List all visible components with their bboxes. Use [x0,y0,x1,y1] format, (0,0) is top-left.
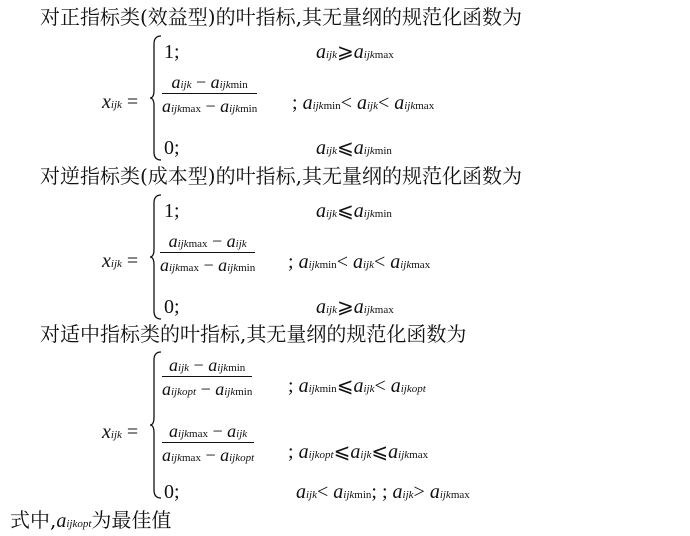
intro-negative: 对逆指标类(成本型)的叶指标,其无量纲的规范化函数为 [40,164,522,188]
intro-moderate: 对适中指标类的叶指标,其无量纲的规范化函数为 [40,322,467,346]
formula-negative [100,199,660,321]
case-2-condition: ; aijkopt⩽aijk⩽aijkmax [288,441,429,463]
footer-suffix: 为最佳值 [91,508,172,532]
lhs: xijk = [102,421,139,443]
case-3-value: 0; [164,481,180,503]
case-3-value: 0; [164,296,180,318]
lhs: xijk = [102,91,139,113]
intro-positive: 对正指标类(效益型)的叶指标,其无量纲的规范化函数为 [40,5,522,29]
case-3-condition: aijk⩾aijkmax [316,296,394,318]
formula-positive [100,40,660,162]
footer-prefix: 式中, [10,508,57,532]
formula-moderate [100,356,680,502]
case-1-value: 1; [164,41,180,63]
case-2-fraction: aijkmax − aijk aijkmax − aijkopt [162,421,255,465]
lhs: xijk = [102,250,139,272]
case-2-fraction: aijkmax − aijk aijkmax − aijkmin [160,231,256,275]
footer-symbol: a [56,510,67,532]
footer-note [10,510,171,531]
case-1-fraction: aijk − aijkmin aijkopt − aijkmin [162,355,253,399]
case-1-value: 1; [164,200,180,222]
left-brace [149,34,163,162]
left-brace [149,350,163,500]
case-2-condition: ; aijkmin< aijk< aijkmax [288,251,431,273]
case-1-condition: ; aijkmin⩽aijk< aijkopt [288,375,426,397]
case-1-condition: aijk⩽aijkmin [316,200,392,222]
case-3-value: 0; [164,137,180,159]
case-2-fraction: aijk − aijkmin aijkmax − aijkmin [162,72,258,116]
case-3-condition: aijk⩽aijkmin [316,137,392,159]
case-1-condition: aijk⩾aijkmax [316,41,394,63]
case-2-condition: ; aijkmin< aijk< aijkmax [292,92,435,114]
case-3-condition: aijk< aijkmin; ; aijk> aijkmax [296,481,470,503]
footer-subscript: ijkopt [66,518,92,530]
